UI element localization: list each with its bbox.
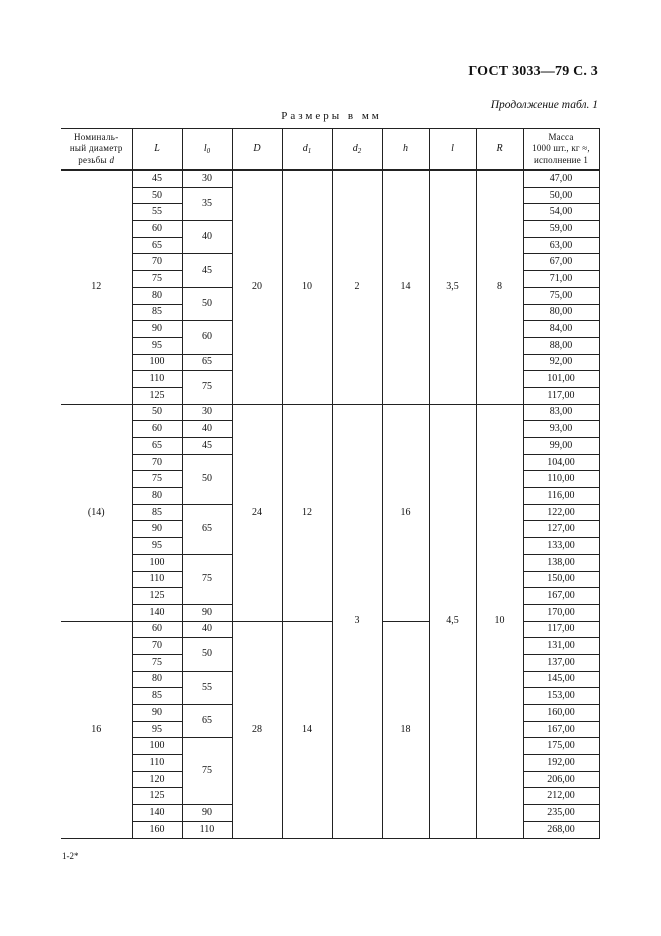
cell-L: 140 [132,805,182,822]
cell-mass: 110,00 [523,471,599,488]
cell-L: 60 [132,421,182,438]
cell-mass: 127,00 [523,521,599,538]
cell-L: 125 [132,387,182,404]
cell-mass: 75,00 [523,287,599,304]
header-l0-subscript: 0 [206,146,211,155]
cell-mass: 92,00 [523,354,599,371]
header-row [61,129,599,171]
cell-l0: 65 [182,705,232,738]
header-l0-symbol: l [203,142,207,154]
cell-mass: 133,00 [523,538,599,555]
cell-D: 24 [232,404,282,621]
cell-mass: 167,00 [523,721,599,738]
cell-d1: 12 [282,404,332,621]
cell-l0: 90 [182,805,232,822]
cell-L: 75 [132,471,182,488]
cell-L: 80 [132,488,182,505]
cell-d1: 14 [282,621,332,838]
cell-l0: 30 [182,404,232,421]
cell-L: 110 [132,755,182,772]
page-footer-mark: 1-2* [62,851,79,861]
cell-l0: 30 [182,170,232,187]
cell-L: 85 [132,688,182,705]
header-d2-symbol: d [352,142,358,154]
cell-L: 100 [132,554,182,571]
cell-l0: 40 [182,621,232,638]
cell-mass: 99,00 [523,438,599,455]
cell-L: 80 [132,671,182,688]
cell-l0: 50 [182,454,232,504]
cell-mass: 71,00 [523,271,599,288]
cell-mass: 116,00 [523,488,599,505]
cell-mass: 63,00 [523,237,599,254]
cell-L: 60 [132,621,182,638]
cell-L: 100 [132,738,182,755]
cell-l0: 75 [182,738,232,805]
cell-l0: 55 [182,671,232,704]
cell-L: 80 [132,287,182,304]
header-d2-subscript: 2 [357,146,362,155]
header-l0 [182,129,232,171]
cell-l: 3,5 [429,170,476,404]
cell-mass: 101,00 [523,371,599,388]
cell-L: 85 [132,504,182,521]
header-mass-line-2: 1000 шт., кг ≈, [532,143,590,154]
cell-L: 70 [132,638,182,655]
cell-mass: 192,00 [523,755,599,772]
dimensions-caption: Размеры в мм [281,110,382,122]
cell-L: 50 [132,404,182,421]
cell-L: 120 [132,771,182,788]
cell-mass: 268,00 [523,821,599,838]
cell-L: 160 [132,821,182,838]
table-continuation-label: Продолжение табл. 1 [490,99,598,111]
cell-mass: 84,00 [523,321,599,338]
cell-d1: 10 [282,170,332,404]
header-nominal-line-2: ный диаметр [69,143,123,154]
cell-l0: 45 [182,438,232,455]
dimensions-table [61,128,600,839]
cell-l0: 110 [182,821,232,838]
table-row [61,404,599,421]
cell-mass: 160,00 [523,705,599,722]
cell-mass: 67,00 [523,254,599,271]
cell-mass: 131,00 [523,638,599,655]
cell-L: 110 [132,571,182,588]
header-h: h [382,129,429,171]
cell-mass: 138,00 [523,554,599,571]
cell-L: 65 [132,237,182,254]
cell-R: 10 [476,404,523,838]
header-R: R [476,129,523,171]
cell-l0: 75 [182,554,232,604]
cell-mass: 206,00 [523,771,599,788]
cell-l: 4,5 [429,404,476,838]
cell-mass: 145,00 [523,671,599,688]
cell-mass: 153,00 [523,688,599,705]
header-d1-subscript: 1 [307,146,312,155]
header-d1-symbol: d [302,142,308,154]
cell-mass: 235,00 [523,805,599,822]
cell-L: 140 [132,604,182,621]
cell-mass: 93,00 [523,421,599,438]
cell-L: 65 [132,438,182,455]
cell-mass: 170,00 [523,604,599,621]
cell-mass: 212,00 [523,788,599,805]
cell-l0: 65 [182,504,232,554]
cell-l0: 90 [182,604,232,621]
cell-mass: 80,00 [523,304,599,321]
cell-mass: 175,00 [523,738,599,755]
cell-l0: 50 [182,638,232,671]
header-nominal-line-3 [61,155,132,166]
cell-mass: 83,00 [523,404,599,421]
cell-l0: 40 [182,421,232,438]
header-L: L [132,129,182,171]
cell-L: 75 [132,271,182,288]
cell-L: 60 [132,221,182,238]
table-row [61,170,599,187]
cell-L: 90 [132,705,182,722]
cell-L: 125 [132,588,182,605]
cell-L: 90 [132,321,182,338]
header-mass-line-3: исполнение 1 [533,154,589,165]
cell-l0: 40 [182,221,232,254]
cell-L: 55 [132,204,182,221]
cell-L: 100 [132,354,182,371]
cell-h: 16 [382,404,429,621]
cell-L: 125 [132,788,182,805]
cell-h: 14 [382,170,429,404]
cell-l0: 45 [182,254,232,287]
cell-D: 28 [232,621,282,838]
header-l: l [429,129,476,171]
cell-L: 75 [132,654,182,671]
cell-mass: 117,00 [523,387,599,404]
cell-mass: 88,00 [523,337,599,354]
cell-mass: 167,00 [523,588,599,605]
cell-l0: 35 [182,187,232,220]
cell-mass: 59,00 [523,221,599,238]
cell-L: 95 [132,337,182,354]
cell-l0: 75 [182,371,232,404]
cell-mass: 54,00 [523,204,599,221]
cell-L: 50 [132,187,182,204]
cell-L: 70 [132,454,182,471]
cell-mass: 50,00 [523,187,599,204]
cell-R: 8 [476,170,523,404]
cell-mass: 104,00 [523,454,599,471]
cell-l0: 65 [182,354,232,371]
header-nominal-word: резьбы [78,154,107,165]
header-mass-line-1: Масса [548,132,574,143]
cell-L: 85 [132,304,182,321]
header-nominal-line-1: Номиналь- [73,132,119,143]
cell-mass: 137,00 [523,654,599,671]
header-nominal-diameter [61,129,132,171]
header-D: D [232,129,282,171]
cell-L: 95 [132,721,182,738]
cell-mass: 117,00 [523,621,599,638]
cell-mass: 150,00 [523,571,599,588]
cell-l0: 60 [182,321,232,354]
cell-nominal-diameter: 12 [61,170,132,404]
header-d1 [282,129,332,171]
cell-L: 70 [132,254,182,271]
cell-L: 95 [132,538,182,555]
cell-d2: 2 [332,170,382,404]
cell-nominal-diameter: 16 [61,621,132,838]
cell-nominal-diameter: (14) [61,404,132,621]
cell-d2: 3 [332,404,382,838]
header-d2 [332,129,382,171]
cell-mass: 47,00 [523,170,599,187]
cell-L: 45 [132,170,182,187]
cell-L: 110 [132,371,182,388]
page-header: ГОСТ 3033—79 С. 3 [468,64,598,79]
cell-D: 20 [232,170,282,404]
header-mass [523,129,599,171]
cell-h: 18 [382,621,429,838]
cell-l0: 50 [182,287,232,320]
cell-L: 90 [132,521,182,538]
cell-mass: 122,00 [523,504,599,521]
header-nominal-symbol: d [109,154,115,165]
